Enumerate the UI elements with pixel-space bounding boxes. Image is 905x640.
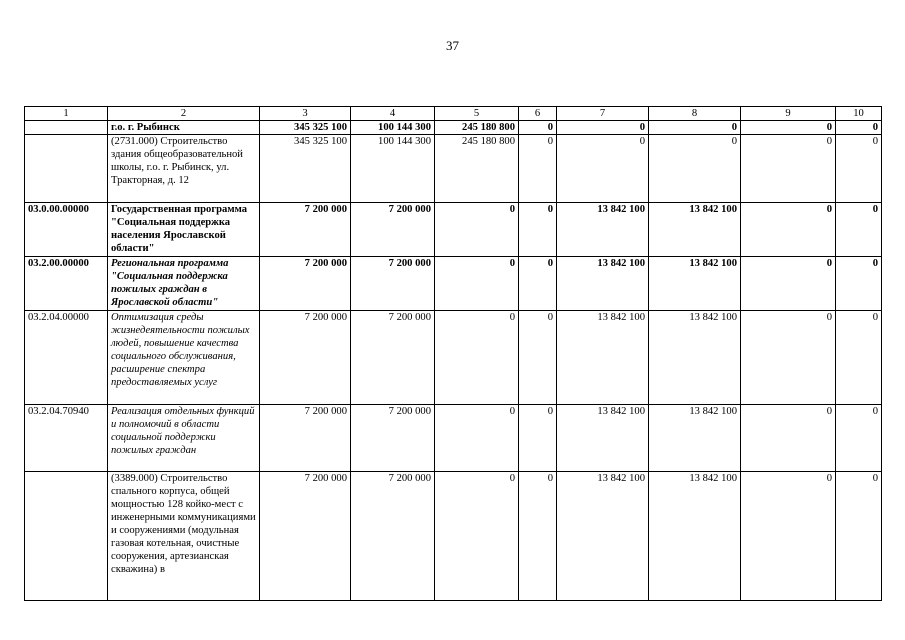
- cell-col4: 100 144 300: [351, 121, 435, 135]
- cell-col8: 0: [649, 135, 741, 203]
- cell-col3: 7 200 000: [260, 405, 351, 472]
- column-header: 1: [25, 107, 108, 121]
- column-header: 9: [741, 107, 836, 121]
- row-name: г.о. г. Рыбинск: [108, 121, 260, 135]
- cell-col10: 0: [836, 311, 882, 405]
- cell-col5: 0: [435, 203, 519, 257]
- cell-col6: 0: [519, 257, 557, 311]
- row-code: 03.0.00.00000: [25, 203, 108, 257]
- cell-col6: 0: [519, 121, 557, 135]
- row-code: 03.2.04.70940: [25, 405, 108, 472]
- cell-col3: 345 325 100: [260, 135, 351, 203]
- cell-col9: 0: [741, 311, 836, 405]
- cell-col10: 0: [836, 405, 882, 472]
- budget-table: [24, 106, 882, 601]
- table-row: [25, 405, 882, 472]
- row-code: [25, 135, 108, 203]
- cell-col6: 0: [519, 472, 557, 601]
- cell-col8: 0: [649, 121, 741, 135]
- cell-col9: 0: [741, 472, 836, 601]
- cell-col10: 0: [836, 203, 882, 257]
- row-code: 03.2.04.00000: [25, 311, 108, 405]
- cell-col7: 13 842 100: [557, 257, 649, 311]
- cell-col8: 13 842 100: [649, 203, 741, 257]
- cell-col9: 0: [741, 121, 836, 135]
- cell-col5: 0: [435, 257, 519, 311]
- cell-col4: 7 200 000: [351, 311, 435, 405]
- cell-col4: 7 200 000: [351, 472, 435, 601]
- table-row: [25, 121, 882, 135]
- cell-col6: 0: [519, 135, 557, 203]
- row-name: Реализация отдельных функций и полномочий в области социальной поддержки пожилых граждан: [108, 405, 260, 472]
- cell-col5: 245 180 800: [435, 121, 519, 135]
- cell-col9: 0: [741, 405, 836, 472]
- cell-col7: 13 842 100: [557, 311, 649, 405]
- row-name: Оптимизация среды жизнедеятельности пожилых людей, повышение качества социального обслуживания, расширение спектра предоставляемых услуг: [108, 311, 260, 405]
- row-name: (2731.000) Строительство здания общеобразовательной школы, г.о. г. Рыбинск, ул. Тракторная, д. 12: [108, 135, 260, 203]
- cell-col8: 13 842 100: [649, 472, 741, 601]
- cell-col10: 0: [836, 472, 882, 601]
- cell-col4: 7 200 000: [351, 203, 435, 257]
- cell-col8: 13 842 100: [649, 257, 741, 311]
- cell-col5: 0: [435, 472, 519, 601]
- column-header: 7: [557, 107, 649, 121]
- cell-col6: 0: [519, 203, 557, 257]
- page-number: 37: [446, 38, 459, 53]
- column-header: 5: [435, 107, 519, 121]
- table-row: [25, 135, 882, 203]
- column-header: 10: [836, 107, 882, 121]
- table-row: [25, 203, 882, 257]
- table-row: [25, 257, 882, 311]
- row-name: (3389.000) Строительство спального корпуса, общей мощностью 128 койко-мест с инженерными коммуникациями и сооружениями (модульная газовая котельная, очистные сооружения, артезианская скважина) в: [108, 472, 260, 601]
- cell-col5: 0: [435, 311, 519, 405]
- cell-col9: 0: [741, 257, 836, 311]
- cell-col6: 0: [519, 311, 557, 405]
- cell-col7: 13 842 100: [557, 405, 649, 472]
- cell-col10: 0: [836, 121, 882, 135]
- cell-col5: 245 180 800: [435, 135, 519, 203]
- column-header: 2: [108, 107, 260, 121]
- row-code: [25, 121, 108, 135]
- cell-col5: 0: [435, 405, 519, 472]
- cell-col3: 7 200 000: [260, 257, 351, 311]
- column-header: 6: [519, 107, 557, 121]
- row-code: 03.2.00.00000: [25, 257, 108, 311]
- cell-col4: 7 200 000: [351, 257, 435, 311]
- table-row: [25, 472, 882, 601]
- cell-col4: 7 200 000: [351, 405, 435, 472]
- cell-col7: 13 842 100: [557, 472, 649, 601]
- cell-col7: 13 842 100: [557, 203, 649, 257]
- column-header: 8: [649, 107, 741, 121]
- cell-col7: 0: [557, 121, 649, 135]
- cell-col3: 7 200 000: [260, 472, 351, 601]
- cell-col4: 100 144 300: [351, 135, 435, 203]
- cell-col3: 7 200 000: [260, 203, 351, 257]
- row-code: [25, 472, 108, 601]
- cell-col3: 7 200 000: [260, 311, 351, 405]
- row-name: Региональная программа "Социальная поддержка пожилых граждан в Ярославской области": [108, 257, 260, 311]
- column-header: 3: [260, 107, 351, 121]
- column-number-header-row: [25, 107, 882, 121]
- cell-col10: 0: [836, 135, 882, 203]
- cell-col9: 0: [741, 135, 836, 203]
- cell-col7: 0: [557, 135, 649, 203]
- cell-col9: 0: [741, 203, 836, 257]
- cell-col3: 345 325 100: [260, 121, 351, 135]
- cell-col6: 0: [519, 405, 557, 472]
- column-header: 4: [351, 107, 435, 121]
- cell-col8: 13 842 100: [649, 405, 741, 472]
- cell-col8: 13 842 100: [649, 311, 741, 405]
- row-name: Государственная программа "Социальная поддержка населения Ярославской области": [108, 203, 260, 257]
- table-row: [25, 311, 882, 405]
- cell-col10: 0: [836, 257, 882, 311]
